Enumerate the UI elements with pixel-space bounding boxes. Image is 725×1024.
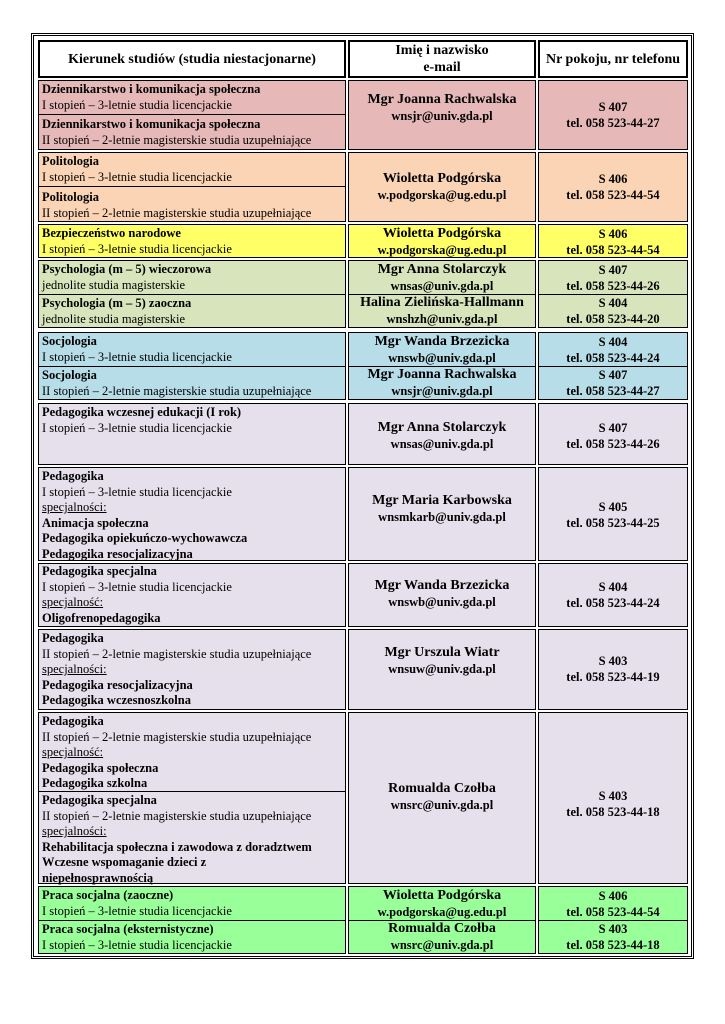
contact-person-cell [348,467,536,561]
person-name: Mgr Wanda Brzezicka [374,334,510,349]
table-row [38,886,688,954]
table-row [38,260,688,328]
course-entry: Socjologia II stopień – 2-letnie magisterskie studia uzupełniające [39,366,345,400]
table-row [38,629,688,710]
person-name: Romualda Czołba [388,921,496,936]
room-number: S 405 [598,500,628,514]
person-name: Halina Zielińska-Hallmann [360,295,524,310]
room-number: S 404 [598,580,628,594]
phone-number: tel. 058 523-44-54 [566,188,660,202]
course-entry: Pedagogika II stopień – 2-letnie magisterskie studia uzupełniające specjalności: Pedagogika resocjalizacyjna Pedagogika wczesnoszkolna [42,631,312,707]
room-number: S 406 [598,227,628,241]
person-name: Mgr Anna Stolarczyk [377,420,507,435]
person-name: Mgr Anna Stolarczyk [377,262,507,277]
room-number: S 407 [598,263,628,277]
room-phone-cell [538,886,688,954]
header-name-email: Imię i nazwisko e-mail [348,40,536,78]
room-phone-cell [538,260,688,328]
table-row [38,712,688,884]
phone-number: tel. 058 523-44-26 [566,279,660,293]
course-entry: Psychologia (m – 5) wieczorowa jednolite studia magisterskie [42,262,212,292]
table-header [38,40,688,78]
phone-number: tel. 058 523-44-54 [566,905,660,919]
course-cell [38,563,346,627]
course-cell [38,467,346,561]
course-cell [38,80,346,150]
room-phone-cell [538,403,688,465]
phone-number: tel. 058 523-44-25 [566,516,660,530]
table-row [38,467,688,561]
email-link[interactable]: w.podgorska@ug.edu.pl [377,243,507,257]
course-entry: Pedagogika wczesnej edukacji (I rok) I stopień – 3-letnie studia licencjackie [42,405,242,435]
course-entry: Pedagogika specjalna I stopień – 3-letnie studia licencjackie specjalność: Oligofrenopedagogika [42,564,232,625]
room-phone-cell [538,467,688,561]
course-entry: Socjologia I stopień – 3-letnie studia licencjackie [42,334,232,364]
email-link[interactable]: wnsjr@univ.gda.pl [391,384,493,398]
email-link[interactable]: wnsuw@univ.gda.pl [388,662,496,676]
person-name: Mgr Joanna Rachwalska [367,92,517,107]
person-name: Romualda Czołba [388,781,496,796]
course-entry: Psychologia (m – 5) zaoczna jednolite studia magisterskie [39,294,345,328]
header-course: Kierunek studiów (studia niestacjonarne) [38,40,346,78]
phone-number: tel. 058 523-44-27 [566,384,660,398]
room-number: S 407 [598,368,628,382]
phone-number: tel. 058 523-44-24 [566,351,660,365]
email-link[interactable]: wnshzh@univ.gda.pl [386,312,498,326]
person-name: Wioletta Podgórska [382,226,502,241]
phone-number: tel. 058 523-44-54 [566,243,660,257]
person-name: Mgr Maria Karbowska [372,493,512,508]
phone-number: tel. 058 523-44-18 [566,938,660,952]
room-number: S 407 [598,421,628,435]
room-phone-cell [538,332,688,400]
contact-person-cell [348,403,536,465]
table-row [38,80,688,150]
email-link[interactable]: wnsjr@univ.gda.pl [391,109,493,123]
phone-number: tel. 058 523-44-20 [566,312,660,326]
course-cell [38,403,346,465]
table-row [38,332,688,400]
course-entry: Praca socjalna (eksternistyczne) I stopień – 3-letnie studia licencjackie [39,920,345,954]
header-room-phone: Nr pokoju, nr telefonu [538,40,688,78]
course-entry: Pedagogika specjalna II stopień – 2-letnie magisterskie studia uzupełniające specjalności: Rehabilitacja społeczna i zawodowa z doradztwem Wczesne wspomaganie dzieci z niepełnosprawnością [39,791,345,883]
room-number: S 404 [598,335,628,349]
room-phone-cell [538,563,688,627]
room-phone-cell [538,152,688,222]
table-row [38,563,688,627]
course-entry: Dziennikarstwo i komunikacja społeczna I stopień – 3-letnie studia licencjackie [42,82,261,112]
email-link[interactable]: wnsrc@univ.gda.pl [390,938,494,952]
phone-number: tel. 058 523-44-26 [566,437,660,451]
contact-person-cell [348,563,536,627]
room-phone-cell [538,224,688,258]
room-number: S 403 [598,922,628,936]
table-row [38,152,688,222]
person-name: Wioletta Podgórska [382,171,502,186]
room-phone-cell [538,80,688,150]
course-entry: Bezpieczeństwo narodowe I stopień – 3-letnie studia licencjackie [42,226,232,256]
course-cell [38,886,346,954]
table-row [38,403,688,465]
room-phone-cell [538,629,688,710]
course-entry: Pedagogika II stopień – 2-letnie magisterskie studia uzupełniające specjalność: Pedagogika społeczna Pedagogika szkolna [42,714,312,790]
email-link[interactable]: w.podgorska@ug.edu.pl [377,188,507,202]
contact-person-cell [348,152,536,222]
contact-person-cell [348,80,536,150]
room-number: S 403 [598,654,628,668]
room-phone-cell [538,712,688,884]
course-entry: Politologia II stopień – 2-letnie magisterskie studia uzupełniające [39,186,345,222]
course-entry: Dziennikarstwo i komunikacja społeczna II stopień – 2-letnie magisterskie studia uzupełniające [39,114,345,150]
contact-person-cell [348,260,536,328]
phone-number: tel. 058 523-44-19 [566,670,660,684]
course-cell [38,224,346,258]
room-number: S 403 [598,789,628,803]
person-name: Mgr Joanna Rachwalska [367,367,517,382]
course-entry: Pedagogika I stopień – 3-letnie studia licencjackie specjalności: Animacja społeczna Pedagogika opiekuńczo-wychowawcza Pedagogika resocjalizacyjna [42,469,248,561]
email-link[interactable]: wnsas@univ.gda.pl [390,437,494,451]
course-cell [38,152,346,222]
table-row [38,224,688,258]
phone-number: tel. 058 523-44-24 [566,596,660,610]
contact-person-cell [348,224,536,258]
course-cell [38,332,346,400]
person-name: Mgr Wanda Brzezicka [374,578,510,593]
email-link[interactable]: wnswb@univ.gda.pl [388,595,496,609]
contact-person-cell [348,332,536,400]
room-number: S 406 [598,172,628,186]
contact-table [31,33,694,959]
course-entry: Praca socjalna (zaoczne) I stopień – 3-letnie studia licencjackie [42,888,232,918]
contact-person-cell [348,629,536,710]
room-number: S 406 [598,889,628,903]
email-link[interactable]: w.podgorska@ug.edu.pl [377,905,507,919]
email-link[interactable]: wnsrc@univ.gda.pl [390,798,494,812]
course-cell [38,260,346,328]
person-name: Wioletta Podgórska [382,888,502,903]
phone-number: tel. 058 523-44-27 [566,116,660,130]
email-link[interactable]: wnsas@univ.gda.pl [390,279,494,293]
room-number: S 404 [598,296,628,310]
course-entry: Politologia I stopień – 3-letnie studia licencjackie [42,154,232,184]
course-cell [38,712,346,884]
person-name: Mgr Urszula Wiatr [384,645,500,660]
email-link[interactable]: wnswb@univ.gda.pl [388,351,496,365]
course-cell [38,629,346,710]
contact-person-cell [348,712,536,884]
phone-number: tel. 058 523-44-18 [566,805,660,819]
room-number: S 407 [598,100,628,114]
email-link[interactable]: wnsmkarb@univ.gda.pl [378,510,506,524]
contact-person-cell [348,886,536,954]
